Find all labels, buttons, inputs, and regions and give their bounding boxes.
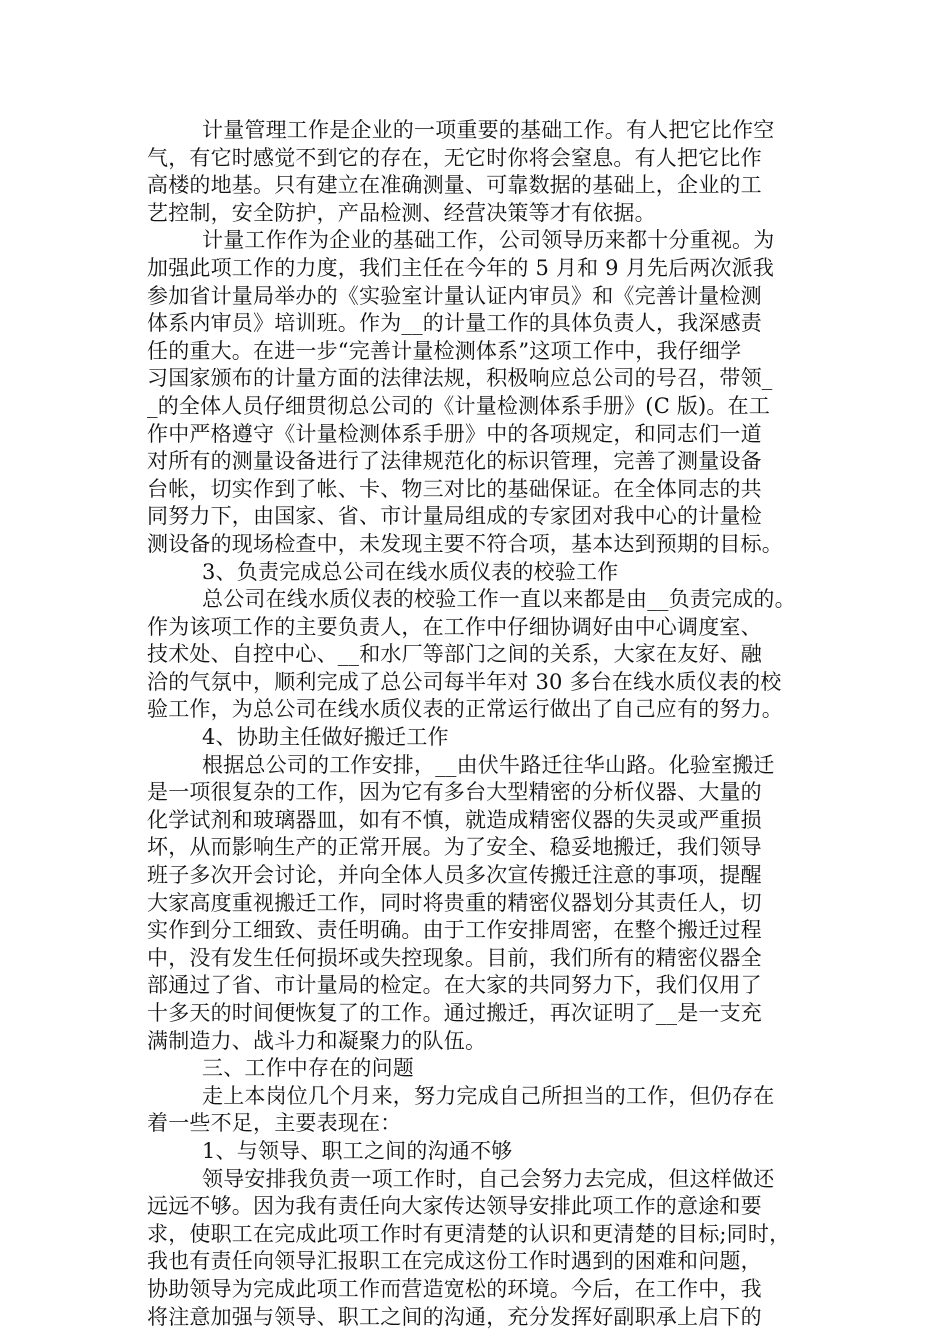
text-line: 满制造力、战斗力和凝聚力的队伍。 bbox=[147, 1028, 487, 1053]
text-line: 参加省计量局举办的《实验室计量认证内审员》和《完善计量检测 bbox=[147, 283, 762, 308]
text-line: 协助领导为完成此项工作而营造宽松的环境。今后，在工作中，我 bbox=[147, 1276, 762, 1301]
text-line: 任的重大。在进一步“完善计量检测体系”这项工作中，我仔细学 bbox=[147, 338, 742, 363]
text-line: 根据总公司的工作安排，__由伏牛路迁往华山路。化验室搬迁 bbox=[202, 752, 775, 777]
text-line: 艺控制，安全防护，产品检测、经营决策等才有依据。 bbox=[147, 200, 656, 225]
text-line: 实作到分工细致、责任明确。由于工作安排周密，在整个搬迁过程 bbox=[147, 918, 762, 943]
text-line: 是一项很复杂的工作，因为它有多台大型精密的分析仪器、大量的 bbox=[147, 780, 762, 805]
text-line: 计量工作作为企业的基础工作，公司领导历来都十分重视。为 bbox=[202, 228, 775, 253]
text-line: 领导安排我负责一项工作时，自己会努力去完成，但这样做还 bbox=[202, 1166, 775, 1191]
text-line: 十多天的时间便恢复了的工作。通过搬迁，再次证明了__是一支充 bbox=[147, 1001, 762, 1025]
text-line: 习国家颁布的计量方面的法律法规，积极响应总公司的号召，带领_ bbox=[147, 366, 773, 391]
text-line: 验工作，为总公司在线水质仪表的正常运行做出了自己应有的努力。 bbox=[147, 697, 783, 722]
text-line: 测设备的现场检查中，未发现主要不符合项，基本达到预期的目标。 bbox=[147, 531, 783, 556]
text-line: 总公司在线水质仪表的校验工作一直以来都是由__负责完成的。 bbox=[202, 587, 796, 612]
text-line: 求，使职工在完成此项工作时有更清楚的认识和更清楚的目标;同时， bbox=[147, 1221, 791, 1246]
text-line: 走上本岗位几个月来，努力完成自己所担当的工作，但仍存在 bbox=[202, 1083, 775, 1108]
text-line: 部通过了省、市计量局的检定。在大家的共同努力下，我们仅用了 bbox=[147, 973, 762, 998]
text-line: 3、负责完成总公司在线水质仪表的校验工作 bbox=[202, 559, 619, 584]
text-line: 洽的气氛中，顺利完成了总公司每半年对 30 多台在线水质仪表的校 bbox=[147, 669, 782, 694]
text-line: 对所有的测量设备进行了法律规范化的标识管理，完善了测量设备 bbox=[147, 449, 762, 474]
text-line: 台帐，切实作到了帐、卡、物三对比的基础保证。在全体同志的共 bbox=[147, 476, 762, 501]
text-line: 化学试剂和玻璃器皿，如有不慎，就造成精密仪器的失灵或严重损 bbox=[147, 807, 762, 832]
text-line: 将注意加强与领导、职工之间的沟通，充分发挥好副职承上启下的 bbox=[147, 1304, 762, 1329]
document-body bbox=[147, 117, 815, 1331]
text-line: 高楼的地基。只有建立在准确测量、可靠数据的基础上，企业的工 bbox=[147, 173, 762, 198]
text-line: 着一些不足，主要表现在： bbox=[147, 1111, 402, 1136]
text-line: 中，没有发生任何损坏或失控现象。目前，我们所有的精密仪器全 bbox=[147, 945, 762, 970]
text-line: 同努力下，由国家、省、市计量局组成的专家团对我中心的计量检 bbox=[147, 504, 762, 529]
text-line: 气，有它时感觉不到它的存在，无它时你将会窒息。有人把它比作 bbox=[147, 145, 762, 170]
text-line: _的全体人员仔细贯彻总公司的《计量检测体系手册》(C 版)。在工 bbox=[147, 393, 771, 418]
text-line: 技术处、自控中心、__和水厂等部门之间的关系，大家在友好、融 bbox=[147, 642, 762, 667]
text-line: 计量管理工作是企业的一项重要的基础工作。有人把它比作空 bbox=[202, 118, 775, 142]
text-line: 我也有责任向领导汇报职工在完成这份工作时遇到的困难和问题， bbox=[147, 1249, 762, 1274]
text-line: 大家高度重视搬迁工作，同时将贵重的精密仪器划分其责任人，切 bbox=[147, 890, 762, 915]
text-line: 作中严格遵守《计量检测体系手册》中的各项规定，和同志们一道 bbox=[147, 421, 762, 446]
text-line: 坏，从而影响生产的正常开展。为了安全、稳妥地搬迁，我们领导 bbox=[147, 835, 762, 860]
text-line: 班子多次开会讨论，并向全体人员多次宣传搬迁注意的事项，提醒 bbox=[147, 863, 762, 888]
text-line: 4、协助主任做好搬迁工作 bbox=[202, 725, 449, 750]
text-line: 作为该项工作的主要负责人，在工作中仔细协调好由中心调度室、 bbox=[147, 614, 762, 639]
text-line: 体系内审员》培训班。作为__的计量工作的具体负责人，我深感责 bbox=[147, 311, 762, 336]
text-line: 三、工作中存在的问题 bbox=[202, 1056, 414, 1081]
text-line: 1、与领导、职工之间的沟通不够 bbox=[202, 1138, 513, 1163]
text-line: 远远不够。因为我有责任向大家传达领导安排此项工作的意途和要 bbox=[147, 1194, 762, 1219]
text-line: 加强此项工作的力度，我们主任在今年的 5 月和 9 月先后两次派我 bbox=[147, 255, 775, 280]
